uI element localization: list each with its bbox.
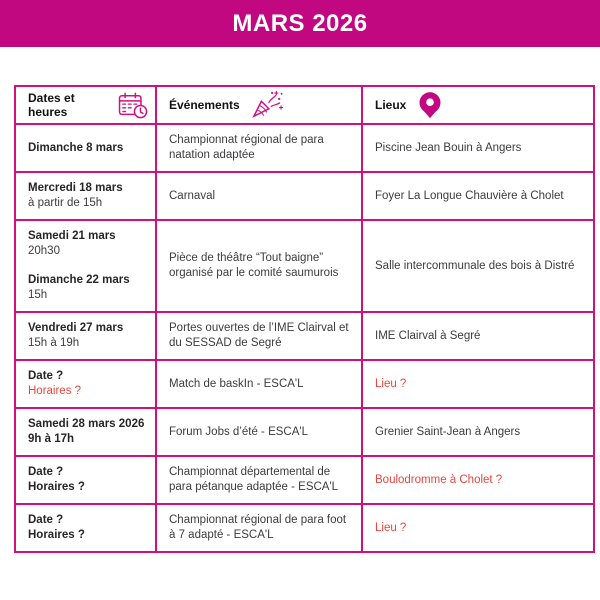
table-row (15, 312, 594, 360)
events-table (14, 85, 595, 553)
date-cell (15, 124, 156, 172)
date-cell (15, 312, 156, 360)
date-line: 15h (28, 289, 48, 301)
table-row (15, 124, 594, 172)
event-cell-text: Forum Jobs d’été - ESCA'L (169, 425, 308, 438)
table-row (15, 220, 594, 312)
date-line: Vendredi 27 mars (28, 322, 124, 334)
place-cell (362, 312, 594, 360)
place-cell (362, 504, 594, 552)
header-dates (15, 86, 156, 124)
event-cell-text: Pièce de théâtre “Tout baigne” organisé par le comité saumurois (169, 252, 339, 279)
date-line: Horaires ? (28, 529, 85, 541)
place-cell (362, 456, 594, 504)
place-cell (362, 408, 594, 456)
month-banner (0, 0, 600, 47)
event-cell-text: Carnaval (169, 189, 216, 202)
event-cell (156, 172, 362, 220)
date-cell (15, 220, 156, 312)
place-cell (362, 172, 594, 220)
place-cell-text: Salle intercommunale des bois à Distré (375, 259, 575, 272)
date-cell (15, 408, 156, 456)
event-cell (156, 504, 362, 552)
event-cell-text: Championnat régional de para natation adaptée (169, 134, 324, 161)
place-cell-text: Piscine Jean Bouin à Angers (375, 141, 522, 154)
date-cell (15, 456, 156, 504)
month-title: MARS 2026 (232, 9, 368, 37)
place-cell-text: IME Clairval à Segré (375, 329, 481, 342)
place-cell-text: Foyer La Longue Chauvière à Cholet (375, 189, 564, 202)
place-cell-text: Boulodromme à Cholet ? (375, 473, 503, 486)
header-places-label: Lieux (375, 98, 407, 112)
header-events (156, 86, 362, 124)
event-cell (156, 408, 362, 456)
header-events-label: Événements (169, 98, 240, 112)
place-cell-text: Grenier Saint-Jean à Angers (375, 425, 521, 438)
date-line: 20h30 (28, 245, 60, 257)
table-row (15, 360, 594, 408)
event-cell-text: Championnat régional de para foot à 7 adapté - ESCA'L (169, 514, 347, 541)
header-dates-label: Dates et heures (28, 91, 75, 119)
place-cell (362, 360, 594, 408)
party-popper-icon (250, 90, 284, 120)
date-line: à partir de 15h (28, 197, 103, 209)
place-cell (362, 124, 594, 172)
date-line: Samedi 28 mars 2026 (28, 418, 145, 430)
table-row (15, 456, 594, 504)
event-cell (156, 124, 362, 172)
event-cell (156, 220, 362, 312)
date-line: Horaires ? (28, 481, 85, 493)
events-table-body (15, 124, 594, 552)
date-line: Date ? (28, 514, 64, 526)
date-cell (15, 360, 156, 408)
date-line: Samedi 21 mars (28, 230, 116, 242)
table-row (15, 408, 594, 456)
event-cell (156, 312, 362, 360)
date-line: 9h à 17h (28, 433, 75, 445)
calendar-clock-icon (118, 92, 149, 119)
table-header-row (15, 86, 594, 124)
event-cell-text: Portes ouvertes de l’IME Clairval et du SESSAD de Segré (169, 322, 349, 349)
place-cell (362, 220, 594, 312)
event-cell (156, 360, 362, 408)
place-cell-text: Lieu ? (375, 377, 407, 390)
table-row (15, 172, 594, 220)
event-cell-text: Championnat départemental de para pétanque adaptée - ESCA'L (169, 466, 339, 493)
date-line: Date ? (28, 370, 64, 382)
date-cell (15, 504, 156, 552)
date-line: Mercredi 18 mars (28, 182, 123, 194)
date-line: Date ? (28, 466, 64, 478)
location-pin-icon (416, 91, 444, 119)
date-line: Dimanche 22 mars (28, 274, 130, 286)
event-cell-text: Match de baskIn - ESCA'L (169, 377, 304, 390)
header-places (362, 86, 594, 124)
place-cell-text: Lieu ? (375, 521, 407, 534)
date-cell (15, 172, 156, 220)
date-line: Dimanche 8 mars (28, 141, 124, 154)
date-line (28, 259, 145, 273)
event-cell (156, 456, 362, 504)
date-line: Horaires ? (28, 385, 82, 397)
date-line: 15h à 19h (28, 337, 80, 349)
table-row (15, 504, 594, 552)
